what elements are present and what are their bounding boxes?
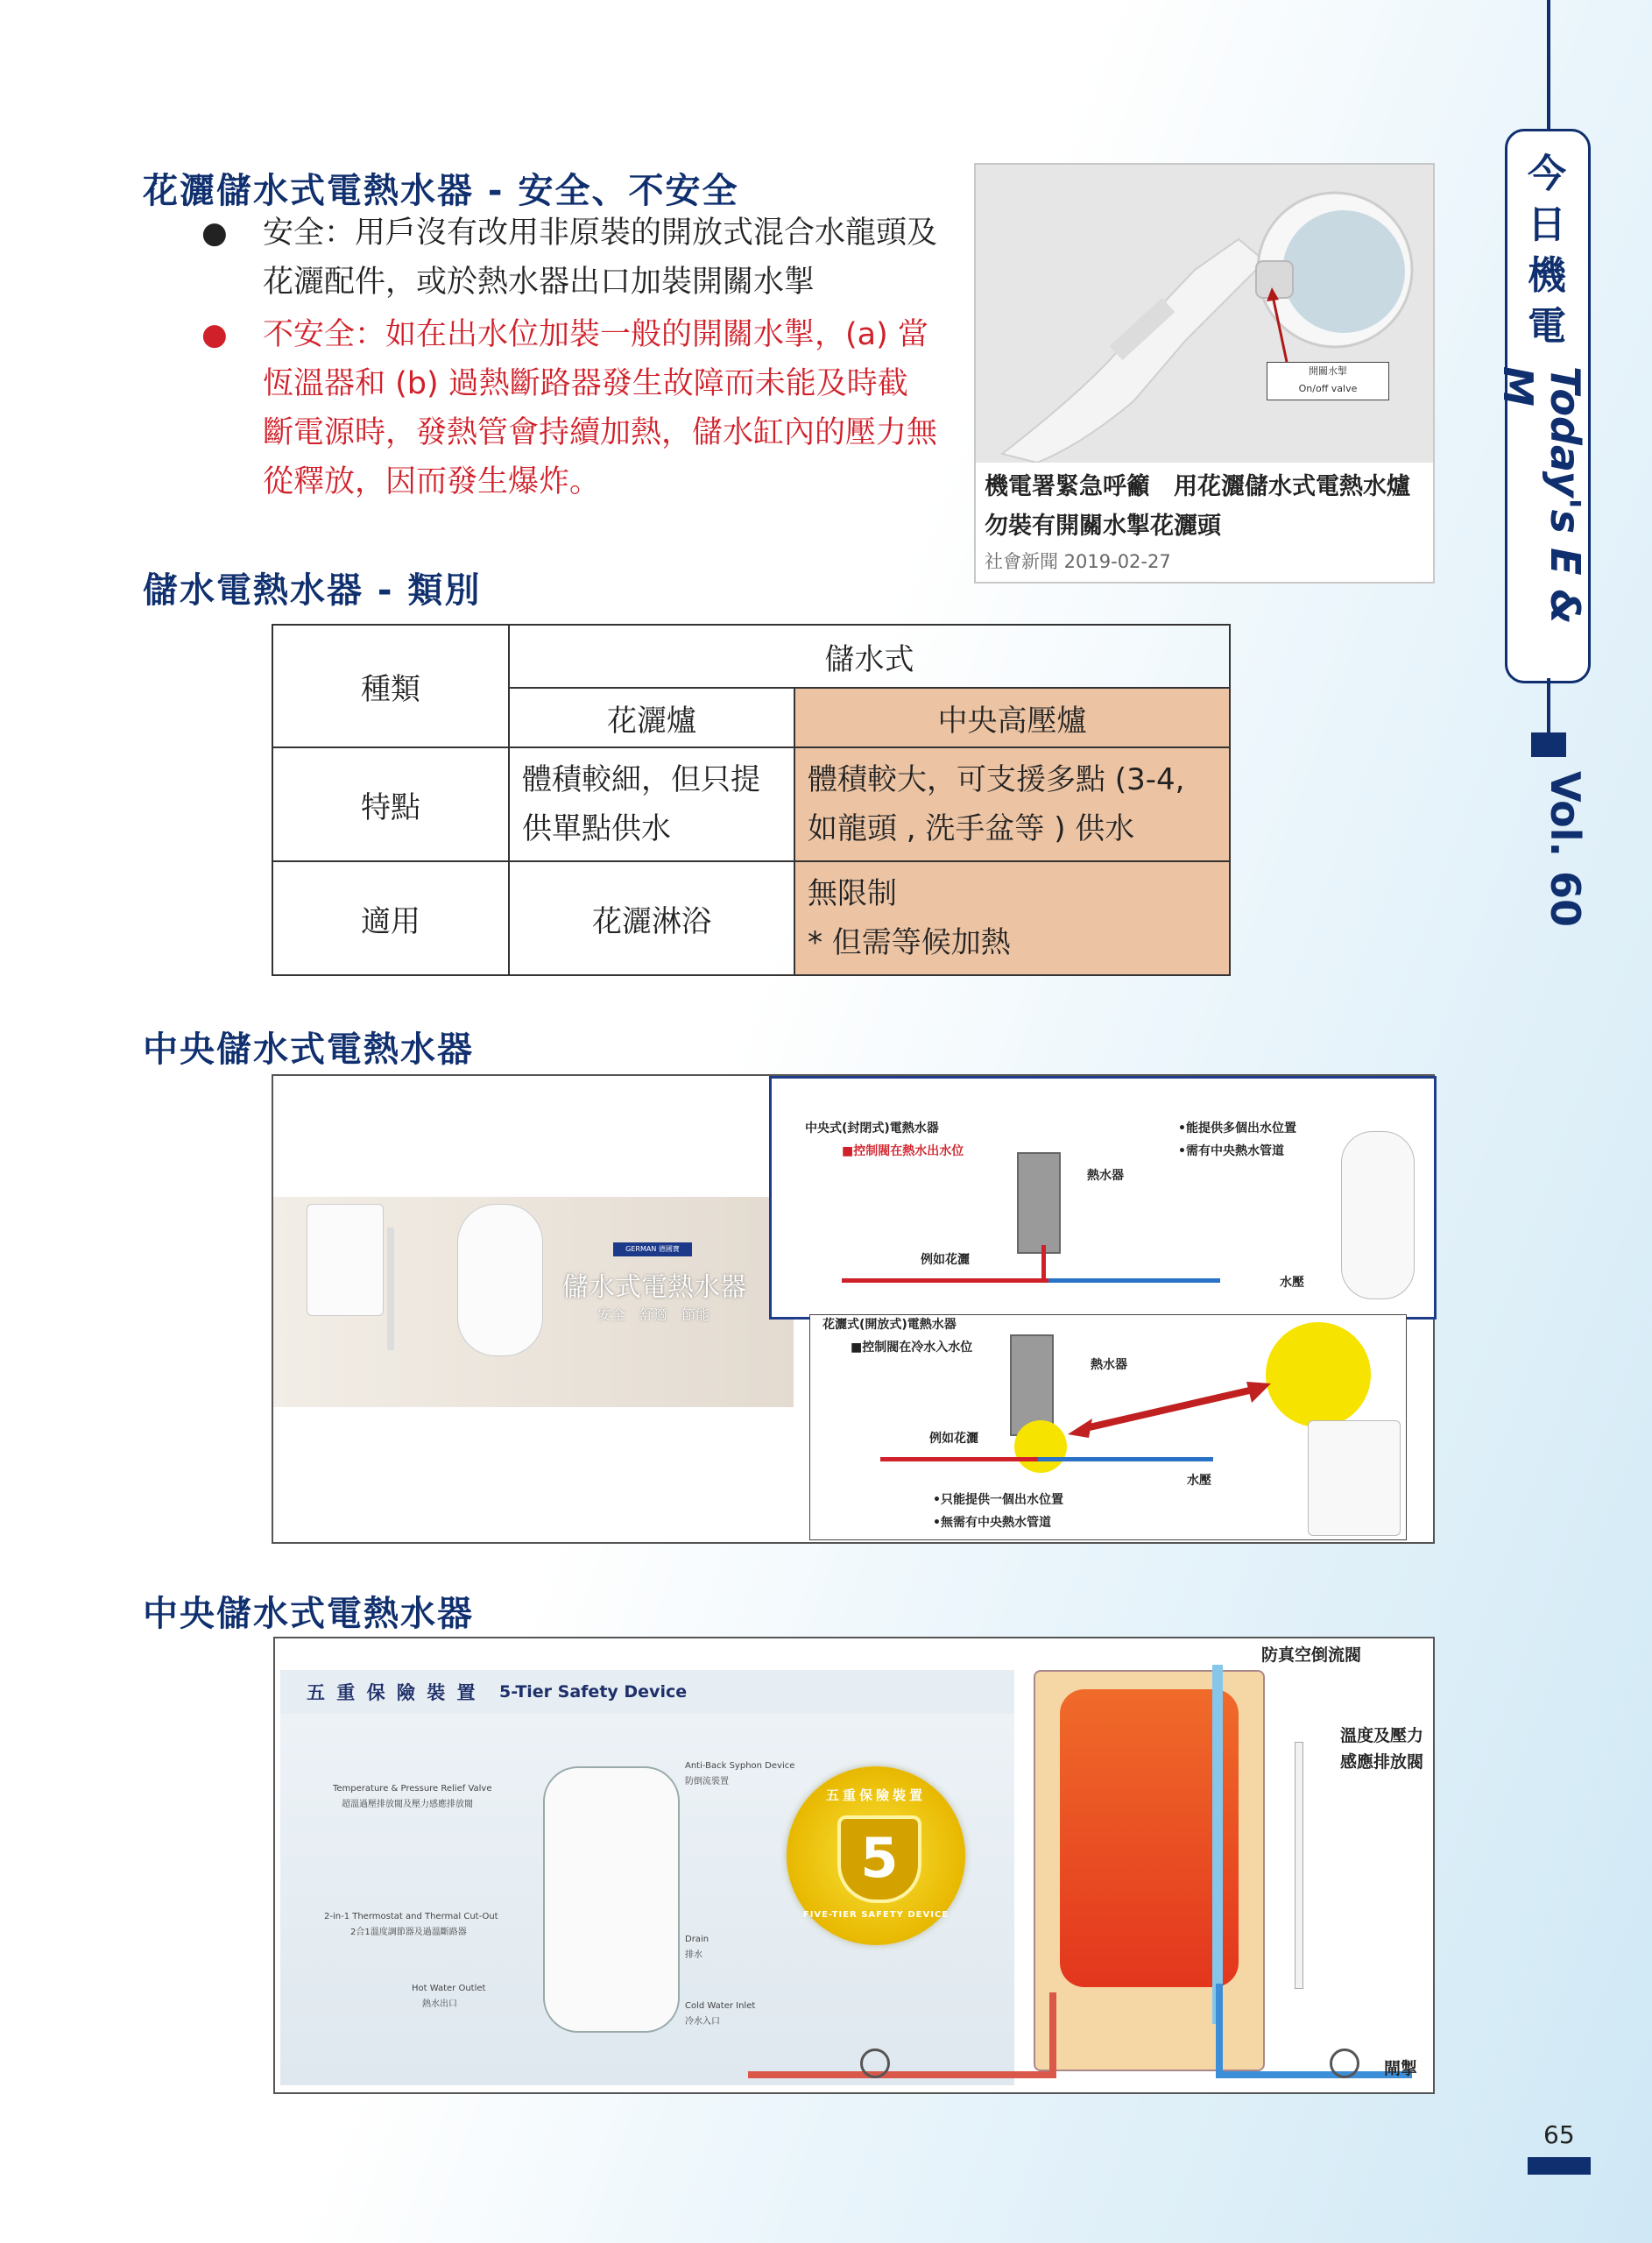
valve-label-cn: 開關水掣 — [1309, 365, 1347, 377]
bidirectional-arrow — [1064, 1376, 1274, 1447]
bullet-dot: ● — [201, 216, 228, 251]
label-tprv-en: Temperature & Pressure Relief Valve — [333, 1784, 492, 1794]
table-header-group: 儲水式 — [509, 625, 1230, 688]
bot-hot-pipe — [880, 1457, 1038, 1461]
news-source-date: 社會新聞 2019-02-27 — [985, 551, 1171, 572]
label-drain-en: Drain — [685, 1935, 710, 1944]
usage-central-line1: 無限制 — [808, 876, 897, 911]
badge-top-text: 五重保險裝置 — [825, 1787, 926, 1803]
label-thermo-cn: 2合1溫度調節器及過溫斷路器 — [350, 1928, 467, 1937]
tank-diagram — [1034, 1670, 1265, 2071]
faucet-highlight — [1266, 1322, 1371, 1427]
table-cell-usage-shower: 花灑淋浴 — [509, 861, 794, 975]
table-row-usage: 適用 — [272, 861, 509, 975]
section3-title: 中央儲水式電熱水器 — [143, 1030, 474, 1070]
unsafe-text: 不安全：如在出水位加裝一般的開關水掣，(a) 當恆溫器和 (b) 過熱斷路器發生故障而未能及時截斷電源時，發熱管會持續加熱，儲水缸內的壓力無從釋放，因而發生爆炸。 — [263, 317, 938, 499]
top-pressure-label: 水壓 — [1280, 1276, 1304, 1290]
label-antivac: 防真空倒流閥 — [1261, 1645, 1362, 1665]
gate-valve-left-icon — [860, 2048, 890, 2078]
open-type-diagram — [809, 1314, 1407, 1540]
cold-pipe — [1048, 1278, 1220, 1283]
side-char-2: 日 — [1528, 202, 1566, 247]
side-english: Today's E & M — [1494, 366, 1589, 625]
top-note2: •需有中央熱水管道 — [1178, 1144, 1284, 1158]
bot-note1: •只能提供一個出水位置 — [933, 1493, 1063, 1507]
section1-title: 花灑儲水式電熱水器 - 安全、不安全 — [143, 171, 739, 211]
bot-bullet: ■控制閥在冷水入水位 — [851, 1341, 973, 1355]
brand-logo: GERMAN 德國寶 — [613, 1242, 692, 1256]
table-row-feature: 特點 — [272, 747, 509, 861]
bot-pressure-label: 水壓 — [1187, 1474, 1211, 1488]
label-tprv-cn: 超溫過壓排放閥及壓力感應排放閥 — [342, 1800, 473, 1809]
cold-inlet-riser — [1216, 1984, 1223, 2078]
bullet-safe — [201, 209, 938, 307]
hot-pipe — [842, 1278, 1048, 1283]
panel-header — [280, 1670, 1014, 1714]
central-heater-product — [457, 1204, 543, 1356]
table-header-type: 種類 — [272, 625, 509, 747]
five-tier-panel — [280, 1670, 1014, 2085]
side-char-3: 機 — [1528, 253, 1566, 298]
side-char-1: 今 — [1528, 152, 1566, 196]
gate-valve-right-icon — [1330, 2048, 1359, 2078]
bot-title: 花灑式(開放式)電熱水器 — [822, 1318, 957, 1332]
label-drain-cn: 排水 — [685, 1950, 702, 1960]
safe-text: 安全：用戶沒有改用非原裝的開放式混合水龍頭及花灑配件，或於熱水器出口加裝開關水掣 — [263, 216, 938, 300]
top-title: 中央式(封閉式)電熱水器 — [805, 1122, 939, 1136]
category-table — [272, 624, 1231, 976]
side-char-4: 電 — [1528, 304, 1566, 349]
safety-device-figure — [273, 1637, 1435, 2094]
side-line-mid — [1547, 678, 1550, 732]
side-marker — [1531, 732, 1566, 757]
hot-pipe-riser — [1041, 1245, 1046, 1282]
news-card — [974, 163, 1435, 584]
bot-heater-label: 熱水器 — [1091, 1358, 1127, 1372]
safety-bullets — [201, 209, 938, 506]
valve-label — [1267, 362, 1389, 400]
valve-label-en: On/off valve — [1298, 383, 1358, 394]
label-inlet-cn: 冷水入口 — [685, 2017, 720, 2027]
bullet-dot: ● — [201, 317, 228, 352]
volume-label: Vol. 60 — [1542, 771, 1589, 927]
top-note1: •能提供多個出水位置 — [1178, 1122, 1296, 1136]
shower-heater-product — [307, 1204, 384, 1316]
label-siphon-en: Anti-Back Syphon Device — [685, 1761, 795, 1771]
label-outlet-cn: 熱水出口 — [422, 1999, 457, 2009]
label-tp2: 感應排放閥 — [1340, 1752, 1424, 1772]
central-heater-image — [1341, 1131, 1415, 1299]
bot-eg-label: 例如花灑 — [929, 1432, 978, 1446]
central-heater-figure — [272, 1074, 1435, 1544]
shower-head-photo — [976, 165, 1433, 463]
table-col-shower: 花灑爐 — [509, 688, 794, 747]
hot-outlet-pipe — [748, 2071, 1049, 2078]
badge-number: 5 — [837, 1815, 921, 1903]
table-col-central: 中央高壓爐 — [794, 688, 1230, 747]
label-gate: 閘掣 — [1384, 2059, 1418, 2078]
top-heater-box — [1017, 1152, 1061, 1254]
bot-cold-pipe — [1038, 1457, 1213, 1461]
banner-subtitle: 安全 舒適 節能 — [597, 1306, 710, 1323]
page-number: 65 — [1543, 2120, 1575, 2149]
closed-type-diagram — [769, 1076, 1437, 1320]
bullet-unsafe — [201, 310, 938, 506]
bot-note2: •無需有中央熱水管道 — [933, 1516, 1051, 1530]
header-en: 5-Tier Safety Device — [499, 1682, 688, 1702]
top-heater-label: 熱水器 — [1087, 1169, 1124, 1183]
tank-cutaway — [543, 1766, 680, 2033]
shower-rail — [387, 1228, 394, 1350]
top-eg-label: 例如花灑 — [921, 1253, 970, 1267]
table-cell-feature-shower: 體積較細，但只提供單點供水 — [509, 747, 794, 861]
label-inlet-en: Cold Water Inlet — [685, 2001, 756, 2011]
cold-inlet-pipe — [1216, 2071, 1412, 2078]
side-line-top — [1547, 0, 1550, 131]
label-thermo-en: 2-in-1 Thermostat and Thermal Cut-Out — [324, 1912, 498, 1921]
section2-title: 儲水電熱水器 - 類別 — [143, 570, 482, 611]
shower-head-illustration — [976, 165, 1433, 463]
banner-title: 儲水式電熱水器 — [562, 1272, 746, 1303]
header-cn: 五 重 保 險 裝 置 — [307, 1682, 478, 1703]
news-caption[interactable]: 機電署緊急呼籲 用花灑儲水式電熱水爐勿裝有開關水掣花灑頭 — [985, 473, 1410, 540]
usage-central-line2: * 但需等候加熱 — [808, 925, 1011, 960]
label-siphon-cn: 防倒流裝置 — [685, 1777, 729, 1787]
shower-heater-image — [1308, 1420, 1401, 1536]
top-bullet: ■控制閥在熱水出水位 — [842, 1144, 964, 1158]
valve-highlight — [1014, 1420, 1067, 1473]
table-cell-feature-central: 體積較大，可支援多點 (3-4, 如龍頭 , 洗手盆等 ) 供水 — [794, 747, 1230, 861]
hot-outlet-riser — [1049, 1992, 1056, 2078]
section4-title: 中央儲水式電熱水器 — [143, 1594, 474, 1634]
label-outlet-en: Hot Water Outlet — [412, 1984, 486, 1993]
page-number-bar — [1528, 2157, 1591, 2175]
anti-vac-pipe — [1212, 1665, 1223, 2024]
badge-bottom-text: FIVE-TIER SAFETY DEVICE — [802, 1910, 950, 1920]
relief-pipe — [1295, 1742, 1303, 1989]
label-tp1: 溫度及壓力 — [1340, 1726, 1424, 1745]
safety-badge — [787, 1766, 965, 1945]
product-banner — [273, 1197, 794, 1407]
table-cell-usage-central — [794, 861, 1230, 975]
